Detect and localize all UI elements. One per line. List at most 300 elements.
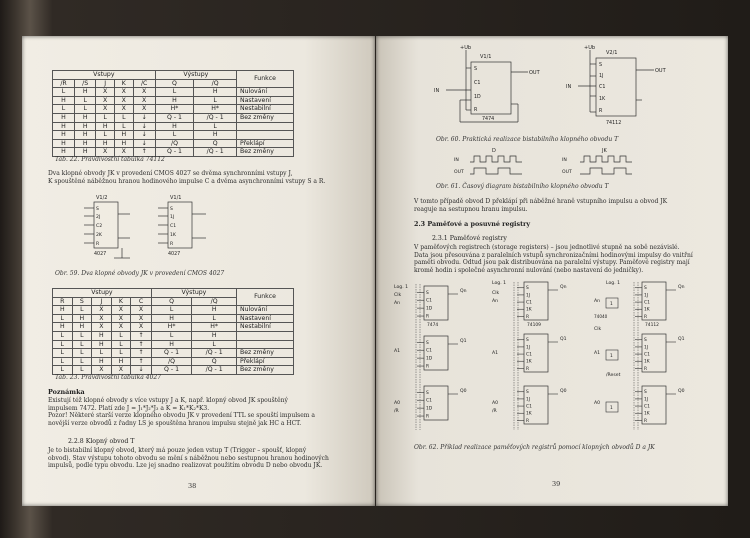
pin-label: R [644,366,648,372]
table-cell: L [53,88,75,97]
figure-59-cmos-4027 [82,192,252,264]
pin-label: 1J [644,345,649,351]
table-cell: X [131,323,152,332]
gate-label: 1 [610,302,613,307]
text-line: V paměťových registrech (storage registers) – jsou jednotlivé stupně na sobě nezávislé. [414,244,680,251]
table-cell: ↑ [131,357,152,366]
table-cell: H* [192,323,237,332]
table-cell: H [53,148,75,157]
function-header: Funkce [237,289,294,306]
table-cell: L [53,314,73,323]
table-cell: ↑ [131,349,152,358]
table-cell: X [92,306,112,315]
table-cell: X [114,96,133,105]
table-cell: L [53,331,73,340]
table-cell: L [194,122,237,131]
fig61-in-left: IN [454,158,459,163]
table-cell: X [133,88,155,97]
table-cell: /Q - 1 [194,148,237,157]
signal-label: Clk [394,293,402,298]
table-cell: H [53,323,73,332]
table-cell: H [53,96,75,105]
table-cell: L [111,340,131,349]
table-cell: ↓ [133,139,155,148]
table-cell: L [111,349,131,358]
fig60-chip-left: 7474 [482,117,495,122]
pin-label: S [426,340,429,346]
section-2-2-8-title: 2.2.8 Klopný obvod T [68,438,135,445]
pin-label: R [526,418,530,424]
fig60-supply-right: +Ub [584,45,596,51]
column-header: K [114,79,133,88]
signal-label: /R [394,409,399,414]
chip-label: 74109 [527,323,541,328]
fig61-type-d: D [492,148,496,154]
table-cell: H [92,340,112,349]
pin-label: 1K [599,97,606,102]
table-cell: H [72,314,92,323]
fig59-chip-a: 4027 [94,252,107,257]
gate-label: 1 [610,354,613,359]
fig61-out-right: OUT [562,170,572,175]
chip-label: 74112 [645,323,659,328]
table-row [53,88,294,97]
fig61-out-left: OUT [454,170,464,175]
signal-label: A1 [394,349,401,354]
pin-label: C1 [526,352,532,358]
table-cell: L [114,113,133,122]
table-cell: H [75,131,96,140]
table-cell: L [72,306,92,315]
figure-61-caption: Obr. 61. Časový diagram bistabilního klopného obvodu T [436,183,609,190]
column-header: J [92,297,112,306]
table-row [53,139,294,148]
table-cell: H [53,131,75,140]
output-label: Q1 [560,337,567,342]
table-cell: Bez změny [237,349,294,358]
table-cell: H [96,139,115,148]
table-cell: H [53,139,75,148]
pin-label: 1J [526,345,531,351]
table-row [53,131,294,140]
output-label: Q1 [678,337,685,342]
column-header: /C [133,79,155,88]
table-cell: L [192,340,237,349]
pin-label: 1J [644,293,649,299]
table-cell: H [114,131,133,140]
table-cell: X [96,148,115,157]
table-cell: H [192,306,237,315]
table-cell: L [155,88,194,97]
fig59-label-b: V1/1 [170,195,182,201]
pin-label: C1 [474,81,481,86]
pin-label: 1D [426,406,433,412]
text-line: K spouštěné náběžnou hranou hodinového impulse C a dvěma asynchronními vstupy S a R. [48,177,326,185]
signal-label: A0 [492,401,499,406]
figure-61-timing-diagram [452,146,662,180]
text-line: reaguje na sestupnou hranu impulsu. [414,205,528,213]
pin-label: C1 [170,224,177,229]
chip-label: 7474 [427,323,439,328]
pin-label: S [96,207,99,212]
outputs-group-header: Výstupy [151,289,236,298]
signal-label: An [394,301,401,306]
table-cell: X [111,323,131,332]
pin-label: 1K [526,307,532,313]
table-cell: X [92,314,112,323]
pin-label: R [526,314,530,320]
table-cell: L [72,349,92,358]
pin-label: C1 [599,85,606,90]
signal-label: A1 [492,351,499,356]
table-cell: Q - 1 [155,148,194,157]
output-label: Qn [460,289,467,294]
table-cell: Nastavení [237,314,294,323]
column-header: J [96,79,115,88]
signal-label: An [492,299,499,304]
section-2-2-8-paragraph [48,447,348,470]
table-cell: Q - 1 [155,113,194,122]
table-cell: L [72,331,92,340]
table-cell: L [111,331,131,340]
output-label: Q0 [678,389,685,394]
fig60-chip-right: 74112 [606,121,622,126]
fig60-in-right: IN [566,84,572,90]
pin-label: 1J [599,74,604,79]
outputs-group-header: Výstupy [155,71,236,80]
table-cell: Bez změny [237,366,294,375]
table-cell: X [92,323,112,332]
table-cell: H [151,314,191,323]
text-line: novější verze obvodů z řadny LS je spouštěna hranou impulsu stejně jak HC a HCT. [48,419,302,427]
table-cell: H [53,122,75,131]
table-cell: Nulování [237,306,294,315]
pin-label: C1 [426,348,432,354]
pin-label: C1 [644,404,650,410]
table-cell: ↑ [131,340,152,349]
figure-60-t-flipflop-realization [416,44,676,128]
signal-label: Log. 1 [492,281,507,286]
table-cell: Q [194,139,237,148]
fig60-out-right: OUT [655,68,666,74]
table-cell: L [53,105,75,114]
pin-label: R [96,242,100,247]
pin-label: 2J [96,215,101,220]
pin-label: 1J [170,215,175,220]
fig59-chip-b: 4027 [168,252,181,257]
table-row [53,349,294,358]
table-cell: H* [155,105,194,114]
section-2-3-1-paragraph [414,244,712,274]
table-cell: L [75,105,96,114]
pin-label: 1J [526,293,531,299]
section-2-3-title: 2.3 Paměťové a posuvné registry [414,220,531,228]
table-23-caption: Tab. 23. Pravdivostní tabulka 4027 [55,374,162,381]
table-cell: H [75,148,96,157]
text-line: Je to bistabilní klopný obvod, který má pouze jeden vstup T (Trigger – spoušť, klopný [48,447,307,454]
table-cell: /Q - 1 [194,113,237,122]
table-cell: Bez změny [237,148,294,157]
table-cell: L [75,96,96,105]
figure-60-caption: Obr. 60. Praktická realizace bistabilního klopného obvodu T [436,136,619,143]
output-label: Q1 [460,339,467,344]
table-cell: X [96,105,115,114]
table-cell: ↓ [131,366,152,375]
pin-label: R [644,314,648,320]
table-cell: L [192,314,237,323]
text-line: impulsů, podle typu obvodu. Lze jej snadno realizovat použitím obvodu D nebo obvodu JK. [48,462,323,470]
table-cell: H [92,331,112,340]
note-paragraph [48,397,348,427]
figure-62-caption: Obr. 62. Příklad realizace paměťových registrů pomocí klopných obvodů D a JK [414,444,655,451]
fig60-out-left: OUT [529,70,540,76]
table-cell: Q - 1 [151,349,191,358]
table-cell: ↓ [133,122,155,131]
table-cell: L [151,306,191,315]
pin-label: 1K [170,233,176,238]
table-cell: H [96,122,115,131]
table-cell: H [114,139,133,148]
table-cell: X [114,148,133,157]
table-cell: Nestabilní [237,105,294,114]
table-cell: H [194,88,237,97]
table-cell: Q - 1 [151,366,191,375]
table-cell: X [111,314,131,323]
table-cell [237,122,294,131]
pin-label: 1K [644,307,650,313]
column-header: R [53,297,73,306]
text-line: obvod). Stav výstupu tohoto obvodu se mění s náběžnou nebo sestupnou hranou hodinových [48,454,329,462]
table-cell: /Q - 1 [192,349,237,358]
table-cell: X [131,314,152,323]
fig59-label-a: V1/2 [96,195,108,201]
output-label: Qn [678,285,685,290]
table-cell: H [155,96,194,105]
table-cell: H [72,323,92,332]
signal-label: Log. 1 [394,285,409,290]
column-header: /Q [194,79,237,88]
section-2-3-1-title: 2.3.1 Paměťové registry [432,235,507,242]
function-header: Funkce [237,71,294,88]
pin-label: S [170,207,173,212]
pin-label: C1 [426,398,432,404]
pin-label: S [644,338,647,344]
table-cell: X [114,88,133,97]
table-cell: X [96,96,115,105]
table-row [53,96,294,105]
table-cell: H [75,113,96,122]
table-cell: /Q - 1 [192,366,237,375]
pin-label: C1 [644,300,650,306]
pin-label: R [426,414,430,420]
table-cell: L [53,357,73,366]
text-line: paměti obvodu. Odtud jsou pak distribuována na paralelní výstupy. Paměťové registry mají [414,259,690,267]
pin-label: 1J [526,397,531,403]
table-cell: Nastavení [237,96,294,105]
page-number-right: 39 [552,480,561,488]
signal-label: A0 [594,401,601,406]
table-cell: X [133,96,155,105]
table-cell: L [53,366,73,375]
table-row [53,122,294,131]
column-header: /S [75,79,96,88]
column-header: S [72,297,92,306]
column-header: Q [155,79,194,88]
table-cell: Nestabilní [237,323,294,332]
pin-label: S [526,338,529,344]
table-cell: L [114,122,133,131]
table-cell: H [194,131,237,140]
pin-label: 1D [426,356,433,362]
table-cell: H [75,88,96,97]
figure-62-storage-registers [394,280,716,440]
pin-label: S [426,390,429,396]
pin-label: R [170,242,174,247]
table-row [53,357,294,366]
figure-59-caption: Obr. 59. Dva klopné obvody JK v provedení CMOS 4027 [55,270,225,277]
fig60-label-left: V1/1 [480,54,492,60]
signal-label: Clk [594,327,602,332]
table-cell: /Q [155,139,194,148]
pin-label: 1K [644,411,650,417]
table-cell: H [151,340,191,349]
table-row [53,314,294,323]
pin-label: S [599,63,603,68]
column-header: /R [53,79,75,88]
table-row [53,340,294,349]
table-cell: L [96,131,115,140]
output-label: Q0 [460,389,467,394]
table-cell: H* [151,323,191,332]
table-cell: X [111,306,131,315]
table-cell [237,331,294,340]
table-cell: L [53,349,73,358]
table-cell: H [92,357,112,366]
text-line: impulsem 7472. Platí zde J = J₁*J₂*J₃ a K = K₁*K₂*K3. [48,404,210,412]
pin-label: S [526,390,529,396]
column-header: Q [151,297,191,306]
pin-label: 1K [526,359,532,365]
table-cell: H [75,122,96,131]
pin-label: 1D [426,306,433,312]
pin-label: R [474,108,478,113]
page-number-left: 38 [188,482,197,490]
table-22-caption: Tab. 22. Pravdivostní tabulka 74112 [55,156,165,163]
table-cell: ↓ [133,113,155,122]
table-cell: ↓ [133,131,155,140]
cmos-4027-paragraph [48,170,344,185]
table-cell: L [194,96,237,105]
output-label: Qn [560,285,567,290]
fig61-type-jk: JK [602,148,607,154]
pin-label: 1K [644,359,650,365]
signal-label: An [594,299,601,304]
pin-label: C1 [526,404,532,410]
table-cell: ↑ [131,331,152,340]
table-cell: Překlápí [237,357,294,366]
right-page [376,36,728,506]
text-line: Pozor! Některé starší verze klopného obvodu JK v provedení TTL se spouští impulsem a [48,412,315,420]
gate-chip-label: 74040 [594,314,608,319]
pin-label: S [474,67,478,72]
text-line: Existují též klopné obvody s více vstupy J a K, např. klopný obvod JK spouštěný [48,397,288,404]
table-cell: H [111,357,131,366]
table-cell: L [92,349,112,358]
table-cell: Q [192,357,237,366]
table-cell: H [53,306,73,315]
signal-label: /R [492,409,497,414]
table-cell: X [131,306,152,315]
table-cell: X [96,88,115,97]
pin-label: 1D [474,95,481,100]
table-row [53,331,294,340]
pin-label: R [426,314,430,320]
pin-label: S [644,390,647,396]
table-cell: X [133,105,155,114]
output-label: Q0 [560,389,567,394]
table-cell [237,131,294,140]
inputs-group-header: Vstupy [53,289,152,298]
pin-label: 1J [644,397,649,403]
text-line: kromě hodin i společné asynchronní nulování (nebo nastavení do jedničky). [414,266,644,274]
table-cell [237,340,294,349]
signal-label: A1 [594,351,601,356]
signal-label: Log. 1 [606,281,621,286]
table-cell: H [155,122,194,131]
d-vs-jk-paragraph [414,198,710,213]
table-cell: Bez změny [237,113,294,122]
column-header: /Q [192,297,237,306]
fig60-supply-left: +Ub [460,45,472,51]
pin-label: R [644,418,648,424]
fig60-in-left: IN [434,88,440,94]
note-title: Poznámka [48,388,85,396]
table-cell: X [111,366,131,375]
text-line: V tomto případě obvod D překlápí při náběžné hraně vstupního impulsu a obvod JK [414,198,668,205]
table-cell: L [72,340,92,349]
pin-label: C1 [526,300,532,306]
pin-label: S [426,290,429,296]
pin-label: C1 [426,298,432,304]
table-row [53,306,294,315]
pin-label: 1K [526,411,532,417]
text-line: Data jsou přesouvána z paralelních vstupů synchronizačními hodinovými impulsy do vnitřní [414,251,693,259]
fig60-label-right: V2/1 [606,50,618,56]
fig61-in-right: IN [562,158,567,163]
column-header: C [131,297,152,306]
text-line: Dva klopné obvody JK v provedení CMOS 4027 se dvěma synchronními vstupy J, [48,170,293,177]
table-row [53,323,294,332]
pin-label: 2K [96,233,102,238]
table-cell: /Q [151,357,191,366]
left-page [22,36,375,506]
pin-label: R [526,366,530,372]
table-cell: X [114,105,133,114]
signal-label: /Reset [606,373,621,378]
table-cell: L [96,113,115,122]
signal-label: A0 [394,401,401,406]
table-cell: H* [194,105,237,114]
signal-label: Clk [492,291,500,296]
table-row [53,105,294,114]
table-cell: H [75,139,96,148]
pin-label: S [644,286,647,292]
truth-table-74112 [52,70,294,157]
pin-label: R [426,364,430,370]
gate-label: 1 [610,406,613,411]
table-cell: L [155,131,194,140]
table-row [53,113,294,122]
